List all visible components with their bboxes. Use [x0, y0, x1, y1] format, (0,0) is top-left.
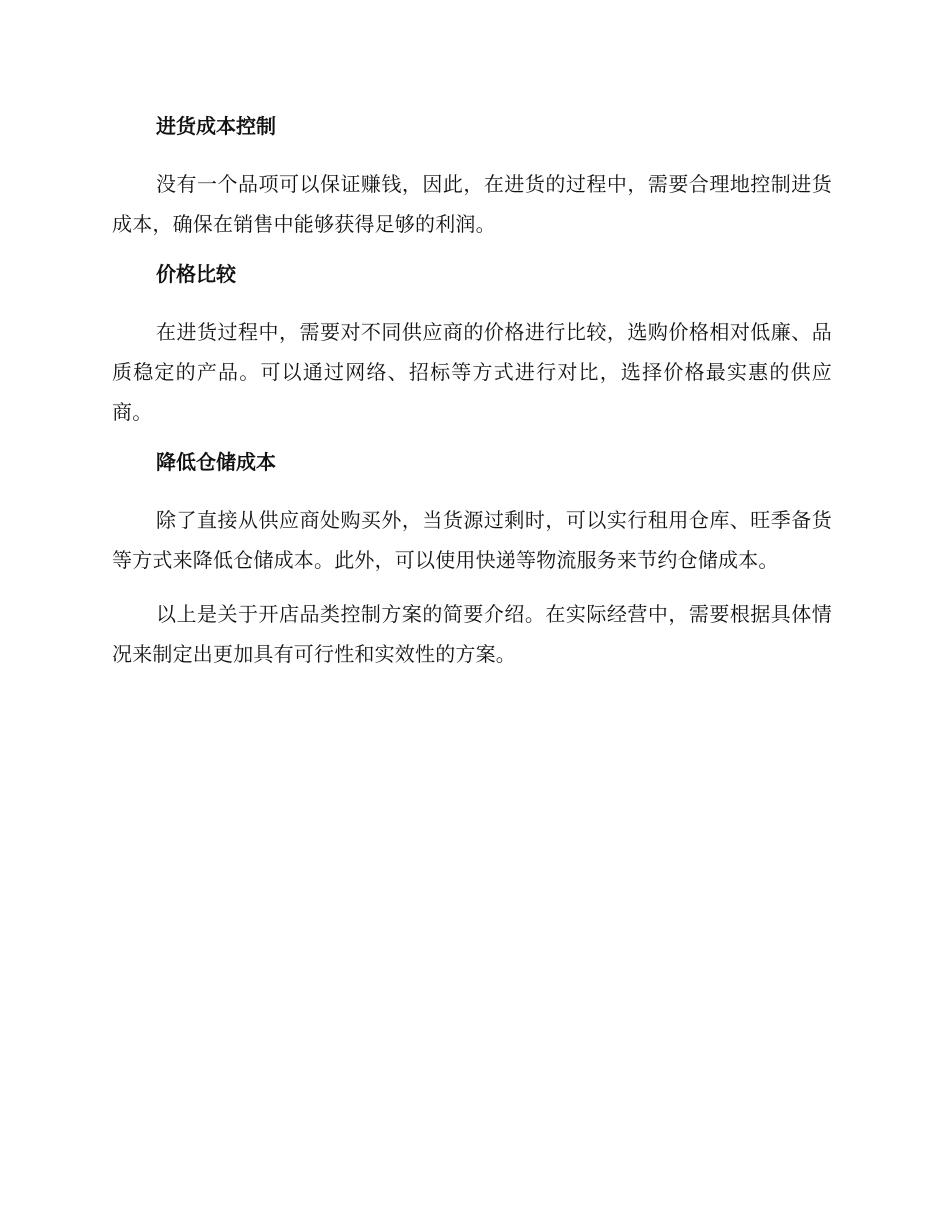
section-body-price-comparison: 在进货过程中，需要对不同供应商的价格进行比较，选购价格相对低廉、品质稳定的产品。可以通过网络、招标等方式进行对比，选择价格最实惠的供应商。 — [112, 320, 832, 424]
section-body-storage-cost: 除了直接从供应商处购买外，当货源过剩时，可以实行租用仓库、旺季备货等方式来降低仓储成本。此外，可以使用快递等物流服务来节约仓储成本。 — [112, 508, 832, 572]
section-heading-storage-cost: 降低仓储成本 — [156, 450, 276, 474]
conclusion-paragraph: 以上是关于开店品类控制方案的简要介绍。在实际经营中，需要根据具体情况来制定出更加具有可行性和实效性的方案。 — [112, 602, 832, 666]
section-body-purchase-cost: 没有一个品项可以保证赚钱，因此，在进货的过程中，需要合理地控制进货成本，确保在销售中能够获得足够的利润。 — [112, 172, 832, 236]
section-heading-price-comparison: 价格比较 — [156, 262, 236, 286]
section-heading-purchase-cost: 进货成本控制 — [156, 114, 276, 138]
document-content — [112, 110, 832, 688]
